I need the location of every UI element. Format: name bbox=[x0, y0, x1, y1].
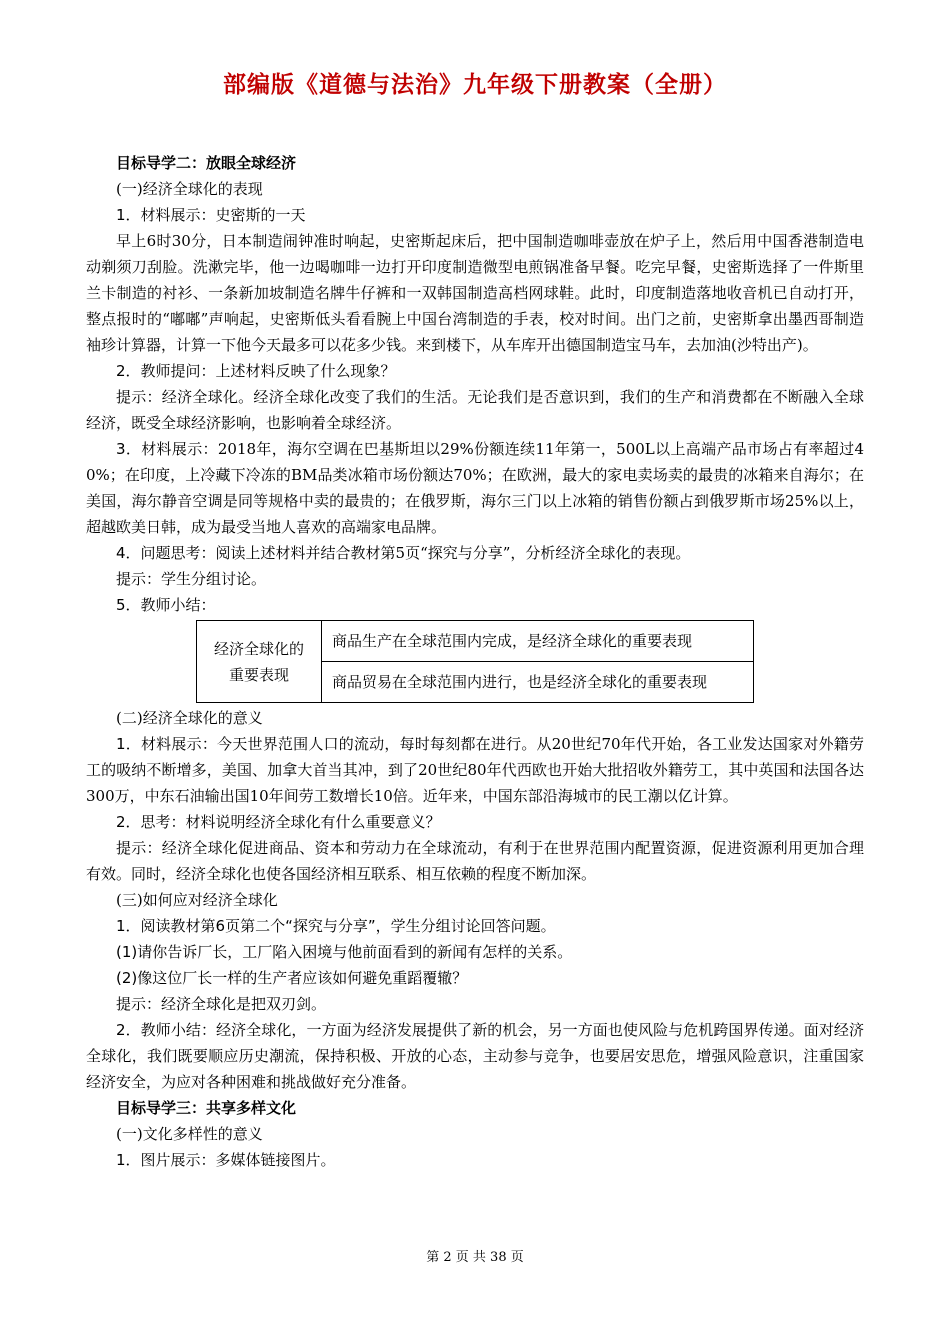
item-text: 史密斯的一天 bbox=[215, 206, 306, 224]
subsection-heading: (一)文化多样性的意义 bbox=[116, 1125, 263, 1143]
item-text: 阅读上述材料并结合教材第5页“探究与分享”，分析经济全球化的表现。 bbox=[215, 544, 691, 562]
paragraph bbox=[86, 731, 864, 809]
paragraph bbox=[86, 358, 864, 384]
item-label: 2．思考： bbox=[116, 813, 186, 831]
question-item: (1)请你告诉厂长，工厂陷入困境与他前面看到的新闻有怎样的关系。 bbox=[116, 943, 573, 961]
item-label: 5．教师小结： bbox=[116, 596, 216, 614]
paragraph bbox=[86, 809, 864, 835]
item-text: 多媒体链接图片。 bbox=[215, 1151, 336, 1169]
subsection-heading: (二)经济全球化的意义 bbox=[116, 709, 263, 727]
subsection-heading: (三)如何应对经济全球化 bbox=[116, 891, 278, 909]
item-text: 2018年，海尔空调在巴基斯坦以29%份额连续11年第一，500L以上高端产品市场占有率超过40%；在印度，上冷藏下冷冻的BM品类冰箱市场份额达70%；在欧洲，最大的家电卖场卖的最贵的冰箱来自海尔；在美国，海尔静音空调是同等规格中卖的最贵的；在俄罗斯，海尔三门以上冰箱的销售份额占到俄罗斯市场25%以上，超越欧美日韩，成为最受当地人喜欢的高端家电品牌。 bbox=[86, 440, 864, 536]
section-heading: 目标导学三：共享多样文化 bbox=[116, 1099, 297, 1117]
table-cell: 商品生产在全球范围内完成，是经济全球化的重要表现 bbox=[322, 621, 754, 662]
item-label: 1．材料展示： bbox=[116, 206, 216, 224]
subsection-heading: (一)经济全球化的表现 bbox=[116, 180, 263, 198]
item-text: 上述材料反映了什么现象？ bbox=[215, 362, 396, 380]
paragraph bbox=[86, 202, 864, 228]
item-label: 4．问题思考： bbox=[116, 544, 216, 562]
section-heading: 目标导学二：放眼全球经济 bbox=[116, 154, 297, 172]
hint-paragraph: 提示：经济全球化。经济全球化改变了我们的生活。无论我们是否意识到，我们的生产和消费都在不断融入全球经济，既受全球经济影响，也影响着全球经济。 bbox=[86, 388, 864, 432]
item-label: 2．教师小结： bbox=[116, 1021, 217, 1039]
hint-paragraph: 提示：经济全球化是把双刃剑。 bbox=[116, 995, 327, 1013]
hint-paragraph: 提示：学生分组讨论。 bbox=[116, 570, 267, 588]
paragraph bbox=[86, 436, 864, 540]
hint-paragraph: 提示：经济全球化促进商品、资本和劳动力在全球流动，有利于在世界范围内配置资源，促进资源利用更加合理有效。同时，经济全球化也使各国经济相互联系、相互依赖的程度不断加深。 bbox=[86, 839, 864, 883]
summary-table bbox=[196, 620, 754, 703]
table-cell-header: 经济全球化的重要表现 bbox=[197, 621, 322, 703]
page-footer: 第 2 页 共 38 页 bbox=[426, 1250, 524, 1265]
paragraph bbox=[86, 540, 864, 566]
paragraph bbox=[86, 1147, 864, 1173]
document-body bbox=[86, 150, 864, 1173]
table-row bbox=[197, 621, 754, 662]
table-cell: 商品贸易在全球范围内进行，也是经济全球化的重要表现 bbox=[322, 662, 754, 703]
item-text: 今天世界范围人口的流动，每时每刻都在进行。从20世纪70年代开始，各工业发达国家对外籍劳工的吸纳不断增多，美国、加拿大首当其冲，到了20世纪80年代西欧也开始大批招收外籍劳工，其中英国和法国各达300万，中东石油输出国10年间劳工数增长10倍。近年来，中国东部沿海城市的民工潮以亿计算。 bbox=[86, 735, 864, 805]
item-text: 经济全球化，一方面为经济发展提供了新的机会，另一方面也使风险与危机跨国界传递。面对经济全球化，我们既要顺应历史潮流，保持积极、开放的心态，主动参与竞争，也要居安思危，增强风险意识，注重国家经济安全，为应对各种困难和挑战做好充分准备。 bbox=[86, 1021, 864, 1091]
item-text: 材料说明经济全球化有什么重要意义？ bbox=[185, 813, 441, 831]
paragraph bbox=[86, 1017, 864, 1095]
item-label: 1．图片展示： bbox=[116, 1151, 216, 1169]
paragraph: 1．阅读教材第6页第二个“探究与分享”，学生分组讨论回答问题。 bbox=[116, 917, 556, 935]
item-label: 2．教师提问： bbox=[116, 362, 216, 380]
paragraph: 早上6时30分，日本制造闹钟准时响起，史密斯起床后，把中国制造咖啡壶放在炉子上，然后用中国香港制造电动剃须刀刮脸。洗漱完毕，他一边喝咖啡一边打开印度制造微型电煎锅准备早餐。吃完早餐，史密斯选择了一件斯里兰卡制造的衬衫、一条新加坡制造名牌牛仔裤和一双韩国制造高档网球鞋。此时，印度制造落地收音机已自动打开，整点报时的“嘟嘟”声响起，史密斯低头看看腕上中国台湾制造的手表，校对时间。出门之前，史密斯拿出墨西哥制造袖珍计算器，计算一下他今天最多可以花多少钱。来到楼下，从车库开出德国制造宝马车，去加油(沙特出产)。 bbox=[86, 232, 864, 354]
item-label: 3．材料展示： bbox=[116, 440, 218, 458]
item-label: 1．材料展示： bbox=[116, 735, 218, 753]
question-item: (2)像这位厂长一样的生产者应该如何避免重蹈覆辙？ bbox=[116, 969, 468, 987]
document-title: 部编版《道德与法治》九年级下册教案（全册） bbox=[223, 72, 727, 98]
